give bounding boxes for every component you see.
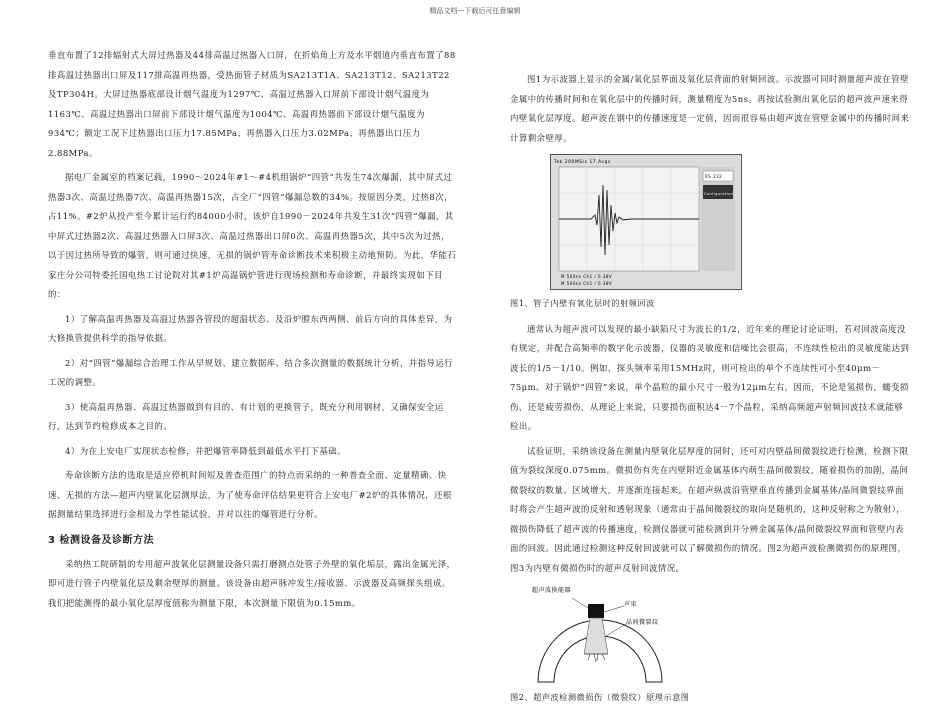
- paragraph: 试验证明，采纳该设备在测量内壁氧化层厚度的同时，还可对内壁晶间微裂纹进行检测，检测下限值为裂纹深度0.075mm。微损伤有先在内壁附近金属基体内萌生晶间微裂纹，随着损伤的加剧，晶间微裂纹的数量、区域增大，并逐渐连接起来。在超声纵波沿管壁垂直传播到金属基体/晶间微裂纹界面时将会产生超声波的反射和透射现象（通常由于晶间微裂纹的取向是随机的，这种反射称之为散射），微损伤降低了超声波的传播速度，检测仪器就可能检测到并分辨金属基体/晶间微裂纹界面和管壁内表面的回波。因此通过检测这种反射回波就可以了解微损伤的情况。图2为超声波检测微损伤的原理图，图3为内壁有微损伤时的超声反射回波情况。: [510, 445, 909, 573]
- ultrasonic-principle-diagram: [528, 584, 673, 684]
- figure-caption: 图2、超声波检测微损伤（微裂纹）原理示意图: [510, 692, 690, 702]
- scope-readout: M 500ns Ch1 / 0.38V: [561, 274, 613, 279]
- paragraph: 据电厂金属室的档案记载，1990～2024年#1～#4机组锅炉“四管”共发生74次爆漏，其中屏式过热器3次、高温过热器7次、高温再热器15次，占全厂“四管”爆漏总数的34%。按原因分类，过热8次，占11%。#2炉从投产至今累计运行约84000小时，该炉自1990－2024年共发生31次“四管”爆漏，其中屏式过热器2次、高温过热器入口屏3次、高温过热器出口屏0次、高温再热器5次，其中5次为过热，以于因过热所导致的爆管，则可通过快速，无损的锅炉管寿命诊断技术来积极主动地预防。为此，华能石家庄分公司特委托国电热工讨论院对其#1炉高温锅炉管进行现场检测和寿命诊断，并最终实现如下目的：: [48, 172, 457, 299]
- paragraph: 垂直布置了12排辐射式大屏过热器及44排高温过热器入口屏，在折焰角上方及水平烟道内垂直布置了88排高温过热器出口屏及117排高温再热器，受热面管子材质为SA213T1A、SA213T12、SA213T22及TP304H。大屏过热器底部设计烟气温度为1297℃、高温过热器入口屏前下部设计烟气温度为1163℃、高温过热器出口屏前下部设计烟气温度为1004℃、高温再热器前下部设计烟气温度为934℃；额定工况下过热器出口压力17.85MPa、再热器入口压力3.02MPa、再热器出口压力2.88MPa。: [48, 50, 456, 158]
- scope-readout: M 500ns Ch1 / 0.38V: [561, 281, 613, 286]
- oscilloscope-figure: [550, 154, 742, 290]
- list-item: 4）为在上安电厂实现状态检修，并把爆管率降低到最低水平打下基础。: [65, 445, 346, 456]
- list-item: 2）对“四管”爆漏综合治理工作从早规划、建立数据库、结合多次测量的数据统计分析，并指导运行工况的调整。: [48, 357, 454, 387]
- paragraph: 图1为示波器上显示的金属/氧化层界面及氧化层背面的射频回波。示波器可同时测量超声波在管壁金属中的传播时间和在氧化层中的传播时间，测量精度为5ns。再按试验测出氧化层的超声波声速来得内壁氧化层厚度。超声波在钢中的传播速度是一定值，因而很容易由超声波在管壁金属中的传播时间来计算剩余壁厚。: [510, 74, 910, 143]
- right-column: [510, 70, 910, 714]
- scope-config: Configuration: [704, 192, 734, 196]
- beam-label: 声束: [624, 601, 638, 608]
- scope-status: Tek 200MS/s 17 Acqs: [554, 160, 611, 165]
- left-column: [48, 46, 458, 618]
- probe-label: 超声波换能器: [532, 587, 572, 594]
- list-item: 1）了解高温再热器及高温过热器各管段的超温状态、及沿炉膛东西两侧、前后方向的具体差异，为大修换管提供科学的指导依据。: [48, 313, 453, 343]
- paragraph: 寿命诊断方法的选取是适应停机时间短及普查范围广的特点而采纳的一种普查全面、定量精确、快速、无损的方法—超声内壁氧化层测厚法，为了使寿命评估结果更符合上安电厂#2炉的具体情况，还根据测量结果选择进行金相及力学性能试验，并对以往的爆管进行分析。: [48, 470, 452, 519]
- paragraph: 通常认为超声波可以发现的最小缺陷尺寸为波长的1/2，近年来的理论讨论证明，若对回波高度没有规定，并配合高频率的数字化示波器，仪器的灵敏度和信噪比会很高，不连续性检出的灵敏度能达到波长的1/5－1/10。例如，探头频率采用15MHz时，则可检出的单个不连续性可小至40μm－75μm。对于锅炉“四管”来说，单个晶粒的最小尺寸一般为12μm左右，因而，不论是氢损伤，蠕变损伤，还是疲劳损伤，从理论上来说，只要损伤面积达4－7个晶粒，采纳高频超声射频回波技术就能够检出。: [510, 323, 910, 431]
- page-header: 精品文档---下载后可任意编辑: [429, 7, 521, 15]
- scope-port: RS 232: [705, 174, 723, 179]
- section-heading: 3 检测设备及诊断方法: [48, 534, 154, 546]
- rf-echo-waveform: [551, 155, 741, 289]
- microcrack-diagram: [528, 584, 673, 684]
- microcrack-label: 晶间微裂纹: [626, 619, 659, 626]
- figure-caption: 图1、管子内壁有氧化层时的射频回波: [510, 298, 655, 308]
- paragraph: 采纳热工院研制的专用超声波氧化层测量设备只需打磨测点处管子外壁的氧化垢层，露出金属光泽，即可进行管子内壁氧化层及剩余壁厚的测量。该设备由超声脉冲发生/接收器、示波器及高频探头组成。我们把能测得的最小氧化层厚度值称为测量下限，本次测量下限值为0.15mm。: [48, 558, 456, 608]
- list-item: 3）使高温再热器、高温过热器做到有目的、有计划的更换管子，既充分利用钢材，又确保安全运行，达到节约检修成本之目的。: [48, 401, 444, 431]
